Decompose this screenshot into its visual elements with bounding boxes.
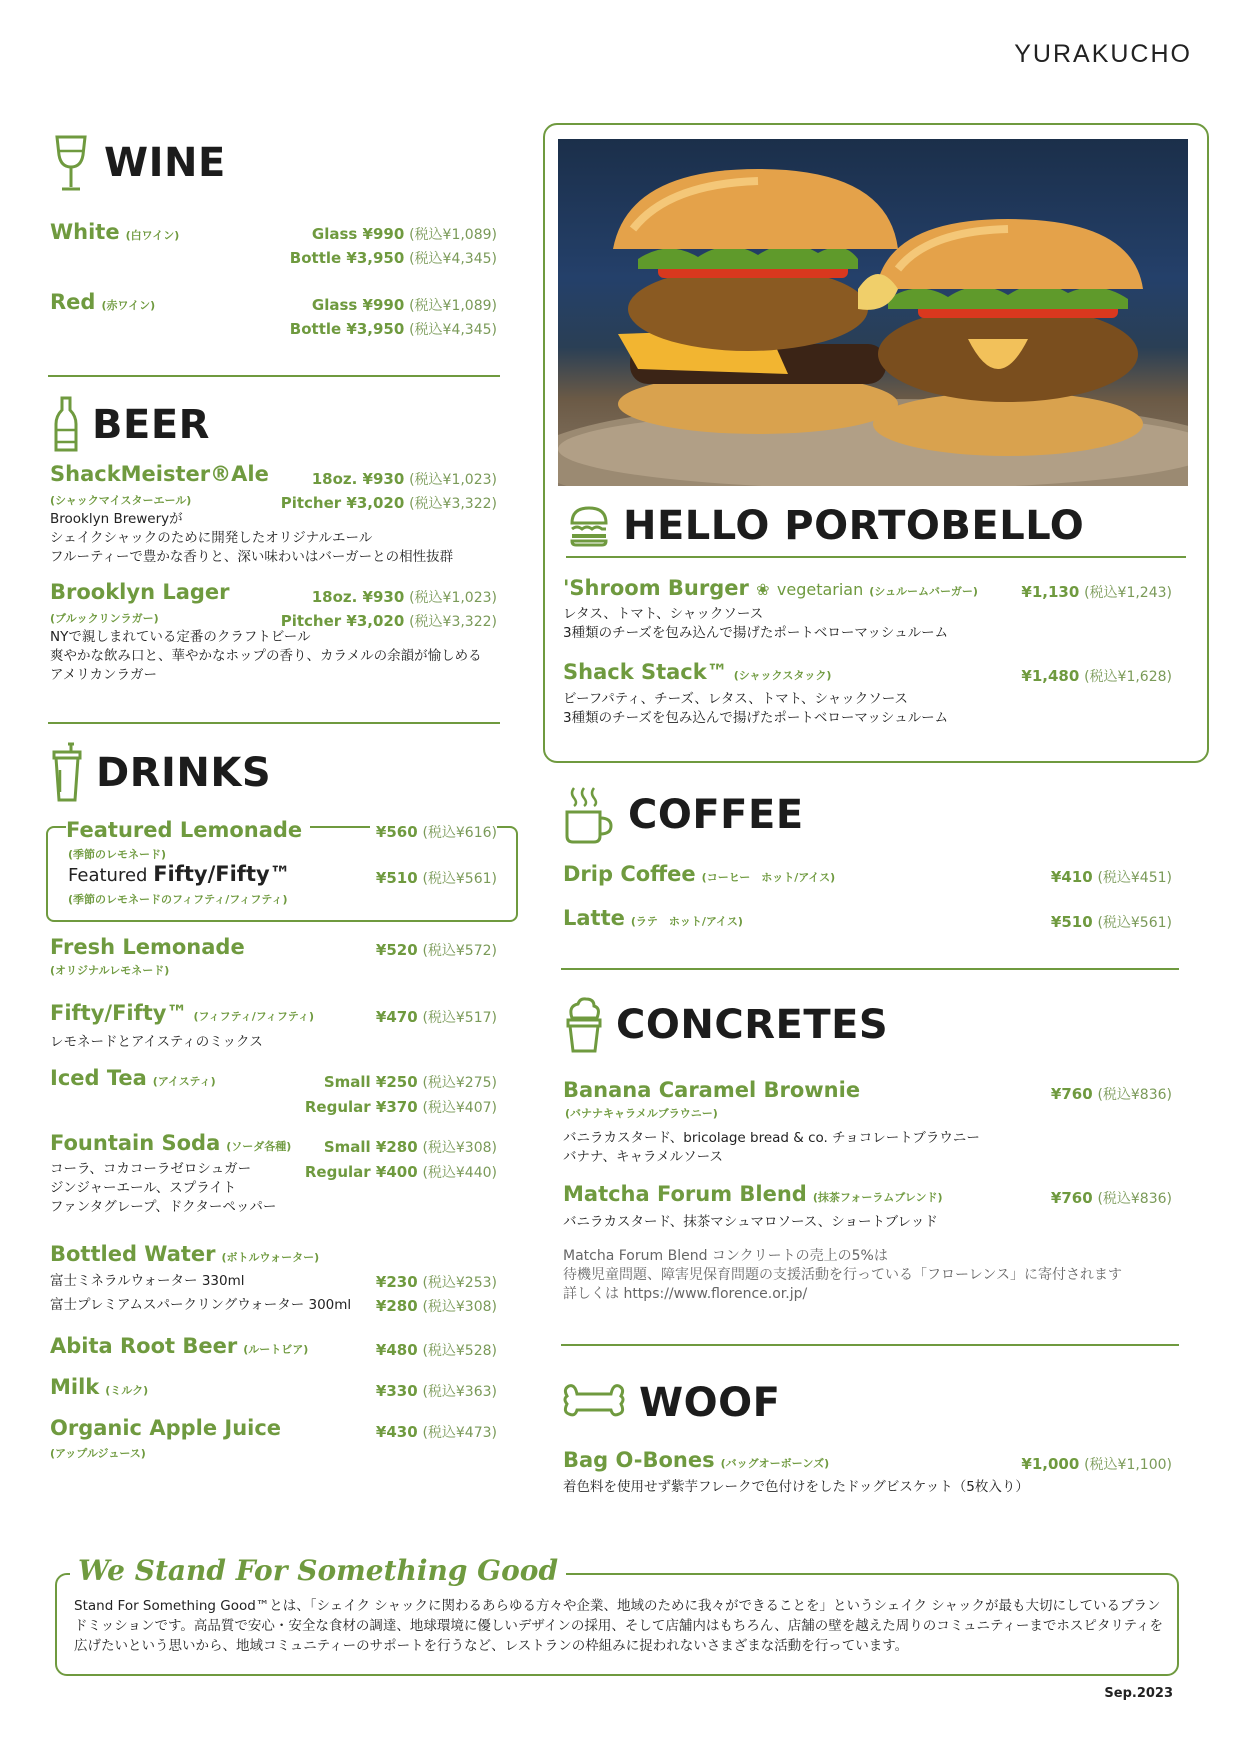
beer-brooklyn-pitcher-price: Pitcher ¥3,020 (税込¥3,322) xyxy=(280,612,497,630)
fountain-soda-regular-price: Regular ¥400 (税込¥440) xyxy=(304,1163,497,1181)
concrete-cup-icon xyxy=(566,996,602,1054)
woof-heading xyxy=(563,1380,780,1426)
wine-title: WINE xyxy=(104,140,226,186)
beer-bottle-icon xyxy=(54,396,78,454)
divider xyxy=(561,1344,1179,1346)
apple-juice-price: ¥430 (税込¥473) xyxy=(375,1423,497,1441)
leaf-icon: ❀ xyxy=(756,580,770,599)
beer-heading xyxy=(54,396,210,454)
wine-red-glass-price: Glass ¥990 (税込¥1,089) xyxy=(311,296,497,314)
iced-tea-small-price: Small ¥250 (税込¥275) xyxy=(323,1073,497,1091)
matcha-forum-name: Matcha Forum Blend (抹茶フォーラムブレンド) xyxy=(563,1182,943,1206)
divider xyxy=(561,968,1179,970)
concretes-title: CONCRETES xyxy=(616,1002,889,1048)
divider xyxy=(566,556,1186,558)
fountain-soda-name: Fountain Soda (ソーダ各種) xyxy=(50,1131,292,1155)
drip-coffee-price: ¥410 (税込¥451) xyxy=(1050,868,1172,886)
wine-white-glass-price: Glass ¥990 (税込¥1,089) xyxy=(311,225,497,243)
beer-shackmeister-name: ShackMeister®Ale xyxy=(50,462,269,486)
burgers-illustration xyxy=(558,139,1188,486)
abita-root-beer-price: ¥480 (税込¥528) xyxy=(375,1341,497,1359)
burger-icon xyxy=(569,505,609,547)
wine-white-bottle-price: Bottle ¥3,950 (税込¥4,345) xyxy=(289,249,497,267)
fifty-fifty-name: Fifty/Fifty™ (フィフティ/フィフティ) xyxy=(50,1001,315,1025)
bottled-water-name: Bottled Water (ボトルウォーター) xyxy=(50,1242,320,1266)
banana-caramel-price: ¥760 (税込¥836) xyxy=(1050,1085,1172,1103)
wine-white-name: White (白ワイン) xyxy=(50,220,180,244)
water-sparkling-desc: 富士プレミアムスパークリングウォーター 300ml xyxy=(50,1297,352,1313)
burger-photo xyxy=(558,139,1188,486)
banana-caramel-desc: バニラカスタード、bricolage bread & co. チョコレートブラウニー バナナ、キャラメルソース xyxy=(563,1130,980,1165)
latte-name: Latte (ラテ ホット/アイス) xyxy=(563,906,743,930)
bag-o-bones-name: Bag O-Bones (バッグオーボーンズ) xyxy=(563,1448,830,1472)
banana-caramel-jp: (バナナキャラメルブラウニー) xyxy=(565,1107,718,1120)
divider xyxy=(48,722,500,724)
apple-juice-jp: (アップルジュース) xyxy=(50,1447,146,1460)
coffee-heading xyxy=(564,784,804,846)
bag-o-bones-price: ¥1,000 (税込¥1,100) xyxy=(1021,1455,1172,1473)
matcha-forum-price: ¥760 (税込¥836) xyxy=(1050,1189,1172,1207)
fresh-lemonade-jp: (オリジナルレモネード) xyxy=(50,964,170,977)
featured-lemonade-price: ¥560 (税込¥616) xyxy=(370,822,497,842)
coffee-title: COFFEE xyxy=(628,792,804,838)
milk-name: Milk (ミルク) xyxy=(50,1375,149,1399)
iced-tea-regular-price: Regular ¥370 (税込¥407) xyxy=(304,1098,497,1116)
concretes-heading xyxy=(566,996,888,1054)
featured-fifty-jp: (季節のレモネードのフィフティ/フィフティ) xyxy=(68,893,288,906)
fresh-lemonade-name: Fresh Lemonade xyxy=(50,935,245,959)
drip-coffee-name: Drip Coffee (コーヒー ホット/アイス) xyxy=(563,862,836,886)
divider xyxy=(48,375,500,377)
drinks-title: DRINKS xyxy=(96,750,272,796)
beer-shackmeister-18oz-price: 18oz. ¥930 (税込¥1,023) xyxy=(311,470,497,488)
featured-lemonade-name: Featured Lemonade xyxy=(66,818,310,842)
beer-brooklyn-18oz-price: 18oz. ¥930 (税込¥1,023) xyxy=(311,588,497,606)
fifty-fifty-price: ¥470 (税込¥517) xyxy=(375,1008,497,1026)
featured-lemonade-jp: (季節のレモネード) xyxy=(68,848,167,861)
shroom-burger-price: ¥1,130 (税込¥1,243) xyxy=(1021,583,1172,601)
drink-cup-icon xyxy=(52,742,82,804)
beer-shackmeister-jp: (シャックマイスターエール) xyxy=(50,494,192,507)
fifty-fifty-desc: レモネードとアイスティのミックス xyxy=(50,1034,263,1050)
shack-stack-price: ¥1,480 (税込¥1,628) xyxy=(1021,667,1172,685)
shroom-burger-desc: レタス、トマト、シャックソース 3種類のチーズを包み込んで揚げたポートベローマッシュルーム xyxy=(563,606,949,641)
apple-juice-name: Organic Apple Juice xyxy=(50,1416,282,1440)
wine-glass-icon xyxy=(52,133,90,193)
menu-date: Sep.2023 xyxy=(1104,1686,1173,1701)
iced-tea-name: Iced Tea (アイスティ) xyxy=(50,1066,216,1090)
shroom-burger-name: 'Shroom Burger ❀ vegetarian (シュルームバーガー) xyxy=(563,576,978,600)
milk-price: ¥330 (税込¥363) xyxy=(375,1382,497,1400)
banana-caramel-name: Banana Caramel Brownie xyxy=(563,1078,861,1102)
bag-o-bones-desc: 着色料を使用せず紫芋フレークで色付けをしたドッグビスケット（5枚入り） xyxy=(563,1479,1029,1495)
hello-portobello-title: HELLO PORTOBELLO xyxy=(623,503,1085,549)
water-mineral-price: ¥230 (税込¥253) xyxy=(375,1273,497,1291)
fountain-soda-small-price: Small ¥280 (税込¥308) xyxy=(323,1138,497,1156)
beer-brooklyn-name: Brooklyn Lager xyxy=(50,580,230,604)
water-mineral-desc: 富士ミネラルウォーター 330ml xyxy=(50,1273,245,1289)
latte-price: ¥510 (税込¥561) xyxy=(1050,913,1172,931)
woof-title: WOOF xyxy=(639,1380,781,1426)
wine-heading xyxy=(52,133,226,193)
beer-shackmeister-pitcher-price: Pitcher ¥3,020 (税込¥3,322) xyxy=(280,494,497,512)
beer-shackmeister-desc: Brooklyn Breweryが シェイクシャックのために開発したオリジナルエール フルーティーで豊かな香りと、深い味わいはバーガーとの相性抜群 xyxy=(50,511,454,565)
wine-red-bottle-price: Bottle ¥3,950 (税込¥4,345) xyxy=(289,320,497,338)
drinks-heading xyxy=(52,742,271,804)
florence-note: Matcha Forum Blend コンクリートの売上の5%は 待機児童問題、障害児保育問題の支援活動を行っている「フローレンス」に寄付されます 詳しくは https://www.florence.or.jp/ xyxy=(563,1248,1122,1302)
wine-red-name: Red (赤ワイン) xyxy=(50,290,156,314)
beer-brooklyn-desc: NYで親しまれている定番のクラフトビール 爽やかな飲み口と、華やかなホップの香り、カラメルの余韻が愉しめる アメリカンラガー xyxy=(50,629,482,683)
coffee-cup-icon xyxy=(564,784,614,846)
beer-title: BEER xyxy=(92,402,210,448)
abita-root-beer-name: Abita Root Beer (ルートビア) xyxy=(50,1334,309,1358)
dog-bone-icon xyxy=(563,1382,625,1424)
water-sparkling-price: ¥280 (税込¥308) xyxy=(375,1297,497,1315)
matcha-forum-desc: バニラカスタード、抹茶マシュマロソース、ショートブレッド xyxy=(563,1214,938,1230)
fountain-soda-desc: コーラ、コカコーラゼロシュガー ジンジャーエール、スプライト ファンタグレープ、ドクターペッパー xyxy=(50,1161,277,1215)
something-good-title: We Stand For Something Good xyxy=(70,1554,566,1587)
store-name: YURAKUCHO xyxy=(1014,40,1192,68)
shack-stack-name: Shack Stack™ (シャックスタック) xyxy=(563,660,832,684)
featured-fifty-price: ¥510 (税込¥561) xyxy=(375,869,497,887)
hello-portobello-heading xyxy=(569,503,1084,549)
beer-brooklyn-jp: (ブルックリンラガー) xyxy=(50,612,159,625)
featured-fifty-name: Featured Fifty/Fifty™ xyxy=(68,862,291,886)
fresh-lemonade-price: ¥520 (税込¥572) xyxy=(375,941,497,959)
something-good-text: Stand For Something Good™とは、「シェイク シャックに関わるあらゆる方々や企業、地域のために我々ができることを」というシェイク シャックが最も大切にしているブランドミッションです。高品質で安心・安全な食材の調達、地球環境に優しいデザインの採用、そして店舗内はもちろん、店舗の壁を越えた周りのコミュニティーまでホスピタリティを広げたいという思いから、地域コミュニティーのサポートを行うなど、レストランの枠組みに捉われないさまざまな活動を行っています。 xyxy=(74,1598,1164,1654)
shack-stack-desc: ビーフパティ、チーズ、レタス、トマト、シャックソース 3種類のチーズを包み込んで揚げたポートベローマッシュルーム xyxy=(563,691,949,726)
